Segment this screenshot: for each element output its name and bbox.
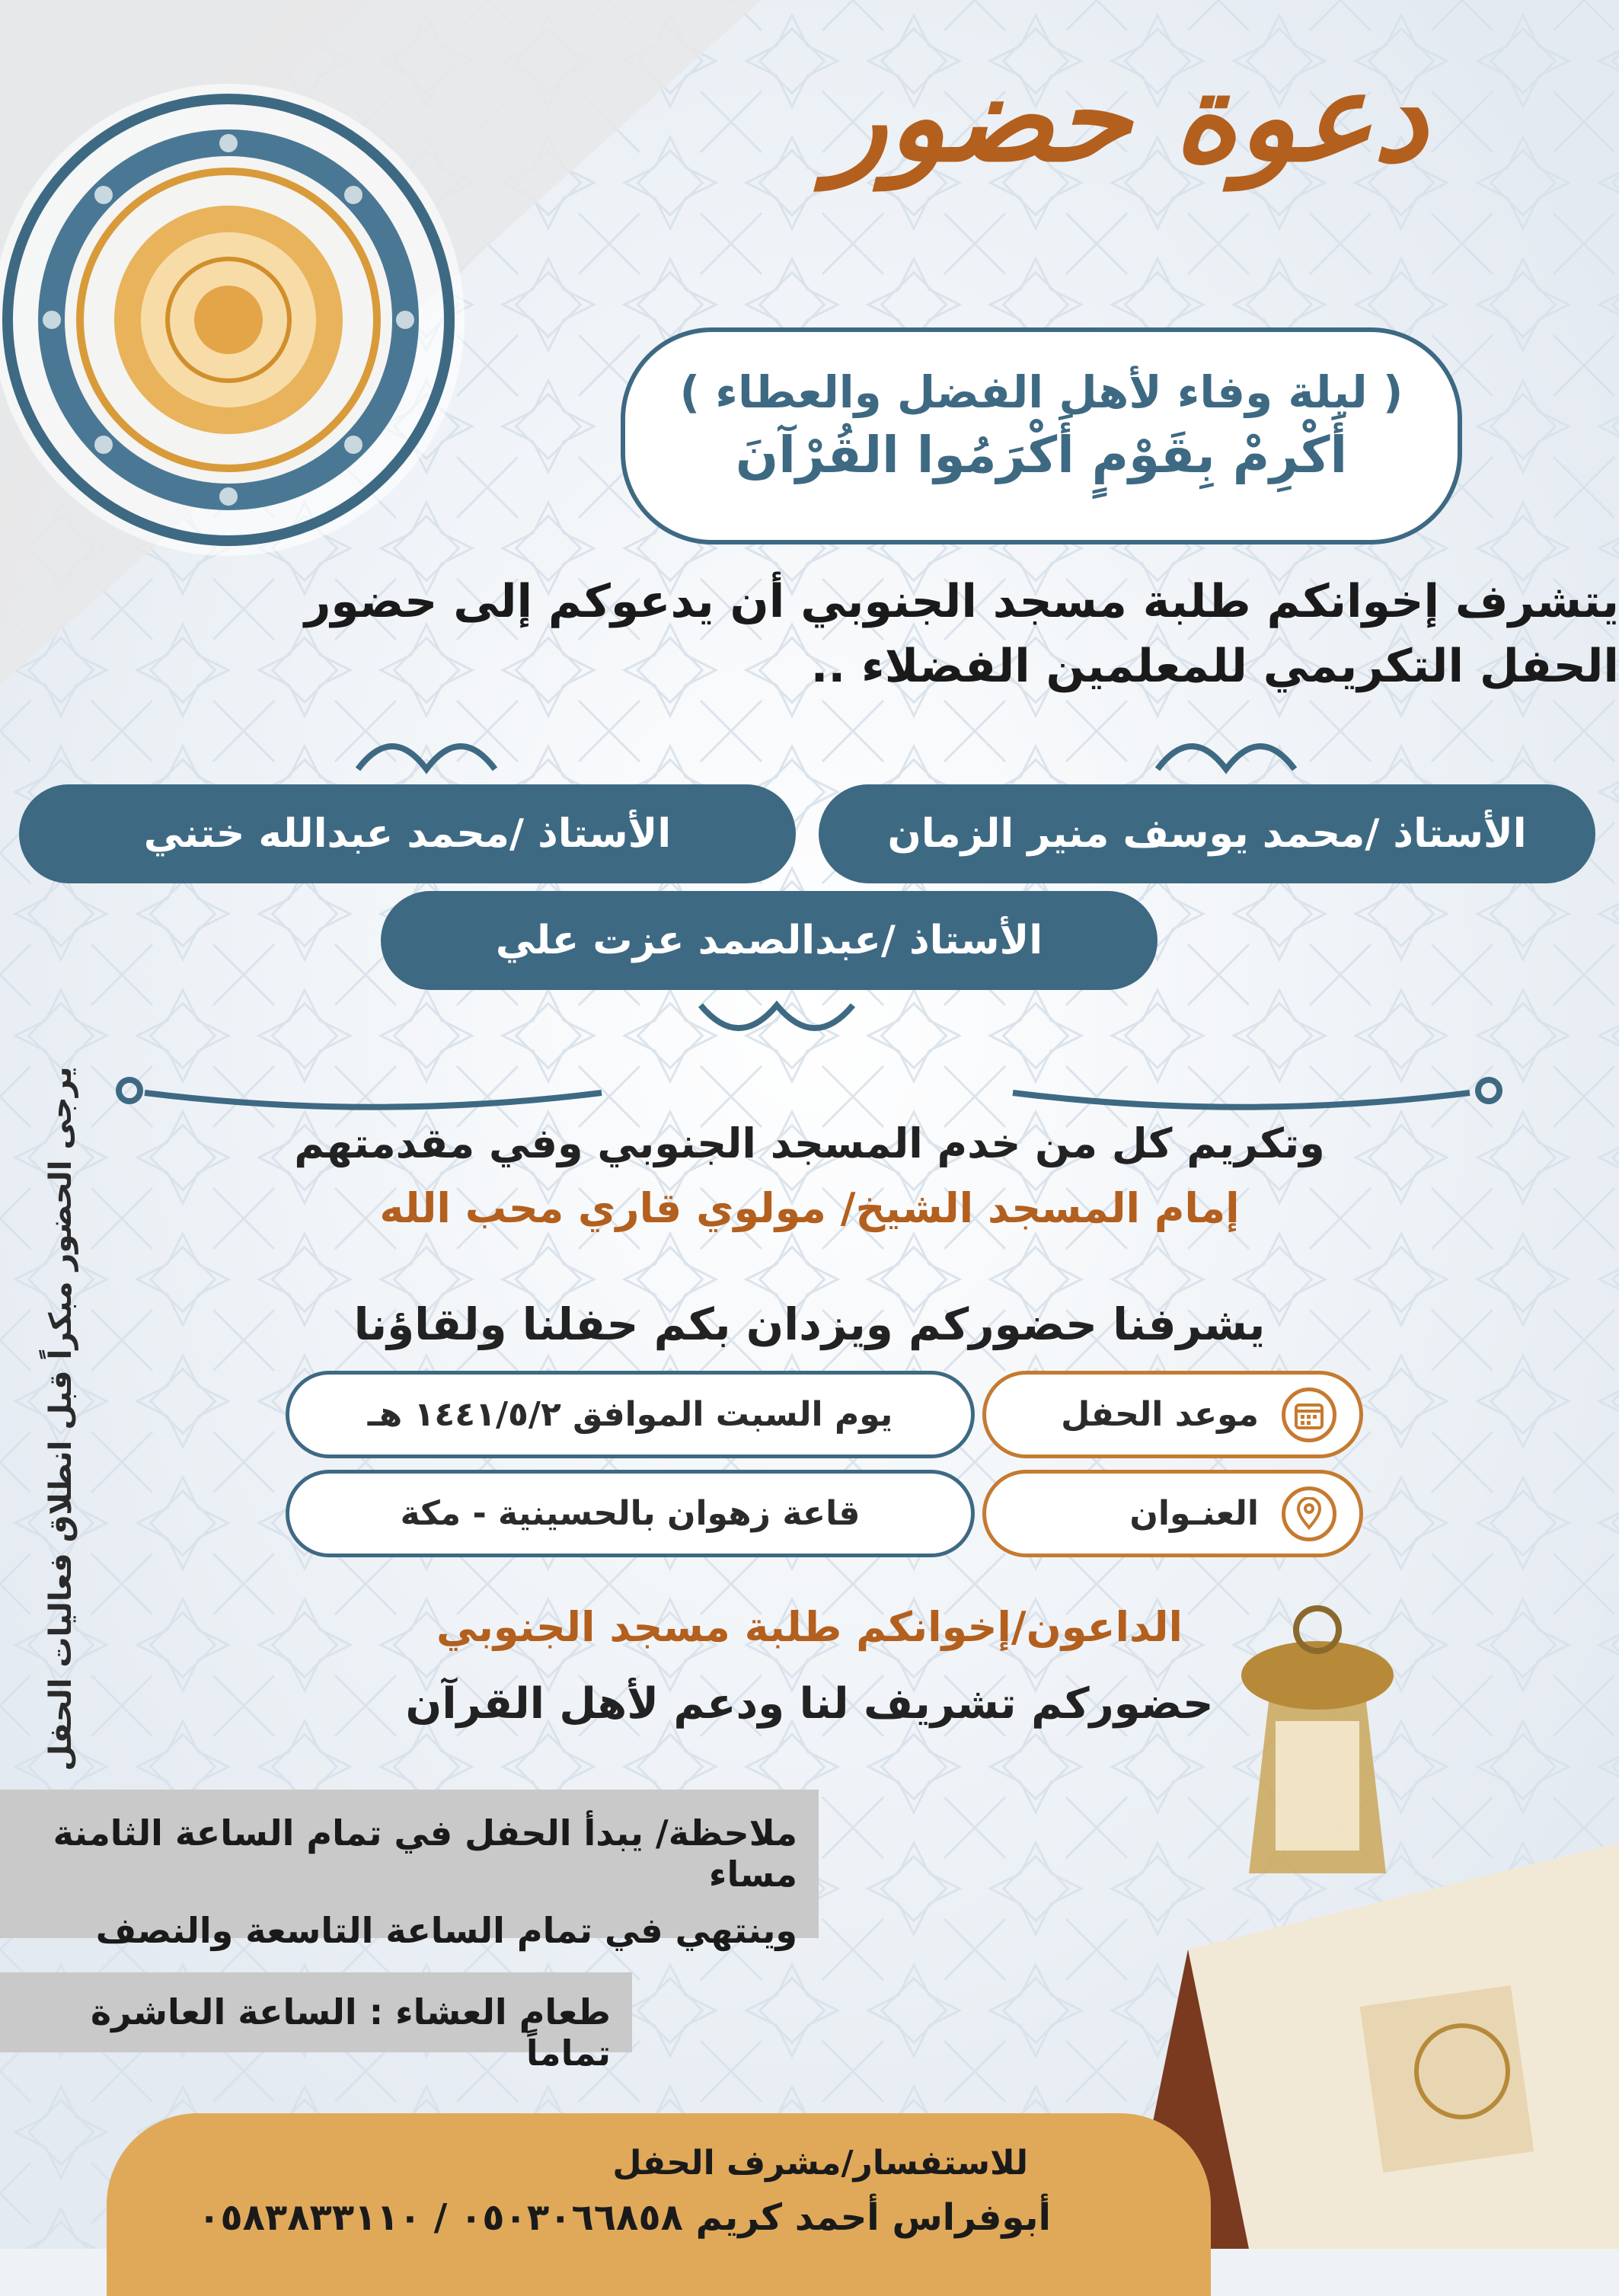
dinner-note-box: طعام العشاء : الساعة العاشرة تماماً bbox=[0, 1972, 632, 2052]
address-label-pill bbox=[982, 1470, 1363, 1557]
timing-note-box bbox=[0, 1790, 819, 1951]
location-pin-icon bbox=[1282, 1486, 1336, 1541]
intro-line-2: الحفل التكريمي للمعلمين الفضلاء .. bbox=[810, 640, 1619, 693]
subtitle-line-2: أَكْرِمْ بِقَوْمٍ أَكْرَمُوا القُرْآنَ bbox=[735, 426, 1348, 484]
timing-note-line-1: ملاحظة/ يبدأ الحفل في تمام الساعة الثامنة مساء bbox=[53, 1812, 797, 1895]
contact-heading: للاستفسار/مشرف الحفل bbox=[612, 2144, 1028, 2183]
invitation-title: دعوة حضور bbox=[828, 46, 1428, 189]
honoree-pill-1: الأستاذ /محمد يوسف منير الزمان bbox=[819, 784, 1595, 883]
welcome-text: يشرفنا حضوركم ويزدان بكم حفلنا ولقاؤنا bbox=[353, 1298, 1266, 1350]
address-label: العنـوان bbox=[1129, 1494, 1259, 1533]
hosts-line-1: الداعون/إخوانكم طلبة مسجد الجنوبي bbox=[436, 1603, 1183, 1651]
mandala-ornament bbox=[0, 84, 465, 556]
side-note: يرجى الحضور مبكراً قبل انطلاق فعاليات الحفل bbox=[43, 1066, 78, 1771]
honoree-pill-2: الأستاذ /محمد عبدالله ختني bbox=[19, 784, 796, 883]
staff-line-1: وتكريم كل من خدم المسجد الجنوبي وفي مقدمتهم bbox=[294, 1119, 1325, 1167]
date-label-pill bbox=[982, 1371, 1363, 1458]
intro-line-1: يتشرف إخوانكم طلبة مسجد الجنوبي أن يدعوكم إلى حضور bbox=[304, 575, 1619, 628]
calendar-icon bbox=[1282, 1387, 1336, 1442]
subtitle-line-1: ( ليلة وفاء لأهل الفضل والعطاء ) bbox=[679, 366, 1403, 418]
timing-note-line-2: وينتهي في تمام الساعة التاسعة والنصف bbox=[95, 1910, 797, 1951]
staff-line-2: إمام المسجد الشيخ/ مولوي قاري محب الله bbox=[379, 1184, 1240, 1232]
date-label: موعد الحفل bbox=[1061, 1395, 1259, 1434]
hosts-line-2: حضوركم تشريف لنا ودعم لأهل القرآن bbox=[405, 1679, 1214, 1729]
contact-box bbox=[107, 2113, 1211, 2296]
contact-line: أبوفراس أحمد كريم ٠٥٠٣٠٦٦٨٥٨ / ٠٥٨٣٨٣٣١١٠ bbox=[198, 2196, 1051, 2239]
date-value-pill: يوم السبت الموافق ١٤٤١/٥/٢ هـ bbox=[286, 1371, 975, 1458]
subtitle-bubble bbox=[621, 327, 1462, 544]
address-value-pill: قاعة زهوان بالحسينية - مكة bbox=[286, 1470, 975, 1557]
honoree-pill-3: الأستاذ /عبدالصمد عزت علي bbox=[381, 891, 1158, 990]
